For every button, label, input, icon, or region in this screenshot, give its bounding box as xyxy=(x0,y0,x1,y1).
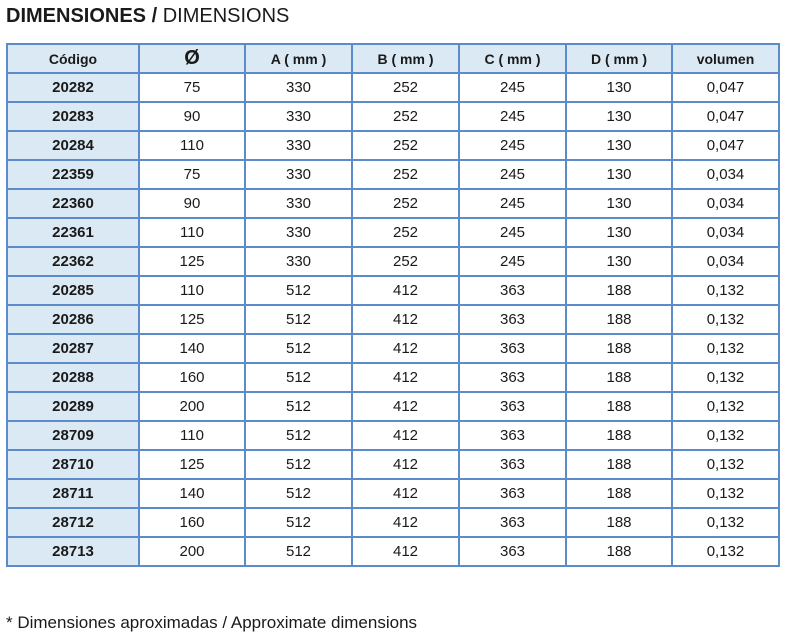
b-mm-cell: 412 xyxy=(352,479,459,508)
d-mm-cell: 130 xyxy=(566,218,672,247)
table-row xyxy=(7,160,779,189)
page-title xyxy=(6,3,289,29)
codigo-cell: 20285 xyxy=(7,276,139,305)
diameter-cell: 140 xyxy=(139,334,245,363)
b-mm-cell: 412 xyxy=(352,276,459,305)
diameter-cell: 200 xyxy=(139,537,245,566)
volumen-cell: 0,132 xyxy=(672,537,779,566)
codigo-cell: 20288 xyxy=(7,363,139,392)
table-row xyxy=(7,421,779,450)
b-mm-cell: 412 xyxy=(352,305,459,334)
a-mm-cell: 512 xyxy=(245,479,352,508)
table-body xyxy=(7,73,779,566)
table-row xyxy=(7,392,779,421)
codigo-cell: 28713 xyxy=(7,537,139,566)
volumen-cell: 0,034 xyxy=(672,160,779,189)
codigo-cell: 20289 xyxy=(7,392,139,421)
header-b-mm: B ( mm ) xyxy=(352,44,459,73)
header-volumen: volumen xyxy=(672,44,779,73)
table-row xyxy=(7,479,779,508)
b-mm-cell: 412 xyxy=(352,334,459,363)
table-row xyxy=(7,102,779,131)
table-row xyxy=(7,247,779,276)
footnote: * Dimensiones aproximadas / Approximate dimensions xyxy=(6,613,418,632)
codigo-cell: 22362 xyxy=(7,247,139,276)
diameter-cell: 110 xyxy=(139,131,245,160)
b-mm-cell: 252 xyxy=(352,131,459,160)
volumen-cell: 0,132 xyxy=(672,450,779,479)
b-mm-cell: 252 xyxy=(352,160,459,189)
c-mm-cell: 363 xyxy=(459,363,566,392)
dimensions-table xyxy=(6,43,780,567)
volumen-cell: 0,047 xyxy=(672,102,779,131)
table-row xyxy=(7,276,779,305)
c-mm-cell: 245 xyxy=(459,102,566,131)
codigo-cell: 20283 xyxy=(7,102,139,131)
c-mm-cell: 245 xyxy=(459,247,566,276)
codigo-cell: 22359 xyxy=(7,160,139,189)
volumen-cell: 0,132 xyxy=(672,479,779,508)
diameter-cell: 110 xyxy=(139,218,245,247)
d-mm-cell: 188 xyxy=(566,363,672,392)
diameter-cell: 75 xyxy=(139,160,245,189)
a-mm-cell: 512 xyxy=(245,334,352,363)
d-mm-cell: 130 xyxy=(566,73,672,102)
b-mm-cell: 252 xyxy=(352,247,459,276)
codigo-cell: 20287 xyxy=(7,334,139,363)
diameter-cell: 160 xyxy=(139,508,245,537)
table-row xyxy=(7,508,779,537)
d-mm-cell: 188 xyxy=(566,276,672,305)
header-diameter: Ø xyxy=(139,44,245,73)
diameter-cell: 75 xyxy=(139,73,245,102)
b-mm-cell: 412 xyxy=(352,421,459,450)
c-mm-cell: 363 xyxy=(459,479,566,508)
a-mm-cell: 330 xyxy=(245,131,352,160)
header-row xyxy=(7,44,779,73)
volumen-cell: 0,132 xyxy=(672,305,779,334)
table-row xyxy=(7,537,779,566)
volumen-cell: 0,132 xyxy=(672,276,779,305)
codigo-cell: 28709 xyxy=(7,421,139,450)
codigo-cell: 20286 xyxy=(7,305,139,334)
diameter-cell: 140 xyxy=(139,479,245,508)
diameter-cell: 125 xyxy=(139,450,245,479)
a-mm-cell: 512 xyxy=(245,508,352,537)
c-mm-cell: 363 xyxy=(459,276,566,305)
volumen-cell: 0,132 xyxy=(672,508,779,537)
codigo-cell: 28711 xyxy=(7,479,139,508)
table-row xyxy=(7,131,779,160)
a-mm-cell: 512 xyxy=(245,276,352,305)
c-mm-cell: 245 xyxy=(459,73,566,102)
diameter-cell: 200 xyxy=(139,392,245,421)
a-mm-cell: 330 xyxy=(245,102,352,131)
a-mm-cell: 512 xyxy=(245,305,352,334)
volumen-cell: 0,132 xyxy=(672,334,779,363)
volumen-cell: 0,047 xyxy=(672,131,779,160)
diameter-cell: 125 xyxy=(139,305,245,334)
c-mm-cell: 363 xyxy=(459,450,566,479)
header-c-mm: C ( mm ) xyxy=(459,44,566,73)
table-row xyxy=(7,363,779,392)
b-mm-cell: 252 xyxy=(352,218,459,247)
d-mm-cell: 130 xyxy=(566,131,672,160)
volumen-cell: 0,034 xyxy=(672,218,779,247)
codigo-cell: 22361 xyxy=(7,218,139,247)
codigo-cell: 28710 xyxy=(7,450,139,479)
b-mm-cell: 252 xyxy=(352,189,459,218)
table-row xyxy=(7,218,779,247)
d-mm-cell: 188 xyxy=(566,508,672,537)
d-mm-cell: 188 xyxy=(566,537,672,566)
d-mm-cell: 130 xyxy=(566,160,672,189)
a-mm-cell: 330 xyxy=(245,247,352,276)
c-mm-cell: 363 xyxy=(459,334,566,363)
header-d-mm: D ( mm ) xyxy=(566,44,672,73)
d-mm-cell: 188 xyxy=(566,450,672,479)
b-mm-cell: 412 xyxy=(352,363,459,392)
a-mm-cell: 512 xyxy=(245,537,352,566)
diameter-cell: 160 xyxy=(139,363,245,392)
a-mm-cell: 512 xyxy=(245,363,352,392)
table-header xyxy=(7,44,779,73)
volumen-cell: 0,034 xyxy=(672,247,779,276)
volumen-cell: 0,132 xyxy=(672,421,779,450)
a-mm-cell: 512 xyxy=(245,392,352,421)
table-row xyxy=(7,189,779,218)
volumen-cell: 0,034 xyxy=(672,189,779,218)
diameter-cell: 110 xyxy=(139,276,245,305)
table-row xyxy=(7,73,779,102)
d-mm-cell: 188 xyxy=(566,421,672,450)
c-mm-cell: 363 xyxy=(459,537,566,566)
volumen-cell: 0,047 xyxy=(672,73,779,102)
title-english: DIMENSIONS xyxy=(157,5,290,27)
c-mm-cell: 363 xyxy=(459,421,566,450)
title-spanish: DIMENSIONES / xyxy=(6,5,158,27)
codigo-cell: 22360 xyxy=(7,189,139,218)
c-mm-cell: 245 xyxy=(459,218,566,247)
c-mm-cell: 363 xyxy=(459,305,566,334)
a-mm-cell: 330 xyxy=(245,218,352,247)
b-mm-cell: 412 xyxy=(352,508,459,537)
volumen-cell: 0,132 xyxy=(672,392,779,421)
table-row xyxy=(7,305,779,334)
d-mm-cell: 130 xyxy=(566,102,672,131)
diameter-cell: 110 xyxy=(139,421,245,450)
codigo-cell: 20284 xyxy=(7,131,139,160)
header-a-mm: A ( mm ) xyxy=(245,44,352,73)
volumen-cell: 0,132 xyxy=(672,363,779,392)
c-mm-cell: 245 xyxy=(459,131,566,160)
d-mm-cell: 188 xyxy=(566,479,672,508)
c-mm-cell: 363 xyxy=(459,392,566,421)
b-mm-cell: 252 xyxy=(352,102,459,131)
codigo-cell: 28712 xyxy=(7,508,139,537)
d-mm-cell: 130 xyxy=(566,189,672,218)
b-mm-cell: 412 xyxy=(352,537,459,566)
codigo-cell: 20282 xyxy=(7,73,139,102)
a-mm-cell: 330 xyxy=(245,189,352,218)
b-mm-cell: 412 xyxy=(352,392,459,421)
a-mm-cell: 330 xyxy=(245,73,352,102)
a-mm-cell: 512 xyxy=(245,450,352,479)
a-mm-cell: 512 xyxy=(245,421,352,450)
d-mm-cell: 188 xyxy=(566,392,672,421)
d-mm-cell: 130 xyxy=(566,247,672,276)
diameter-cell: 90 xyxy=(139,189,245,218)
a-mm-cell: 330 xyxy=(245,160,352,189)
header-codigo: Código xyxy=(7,44,139,73)
c-mm-cell: 245 xyxy=(459,160,566,189)
d-mm-cell: 188 xyxy=(566,305,672,334)
d-mm-cell: 188 xyxy=(566,334,672,363)
table-row xyxy=(7,450,779,479)
c-mm-cell: 363 xyxy=(459,508,566,537)
c-mm-cell: 245 xyxy=(459,189,566,218)
b-mm-cell: 412 xyxy=(352,450,459,479)
diameter-cell: 125 xyxy=(139,247,245,276)
table-row xyxy=(7,334,779,363)
b-mm-cell: 252 xyxy=(352,73,459,102)
diameter-cell: 90 xyxy=(139,102,245,131)
